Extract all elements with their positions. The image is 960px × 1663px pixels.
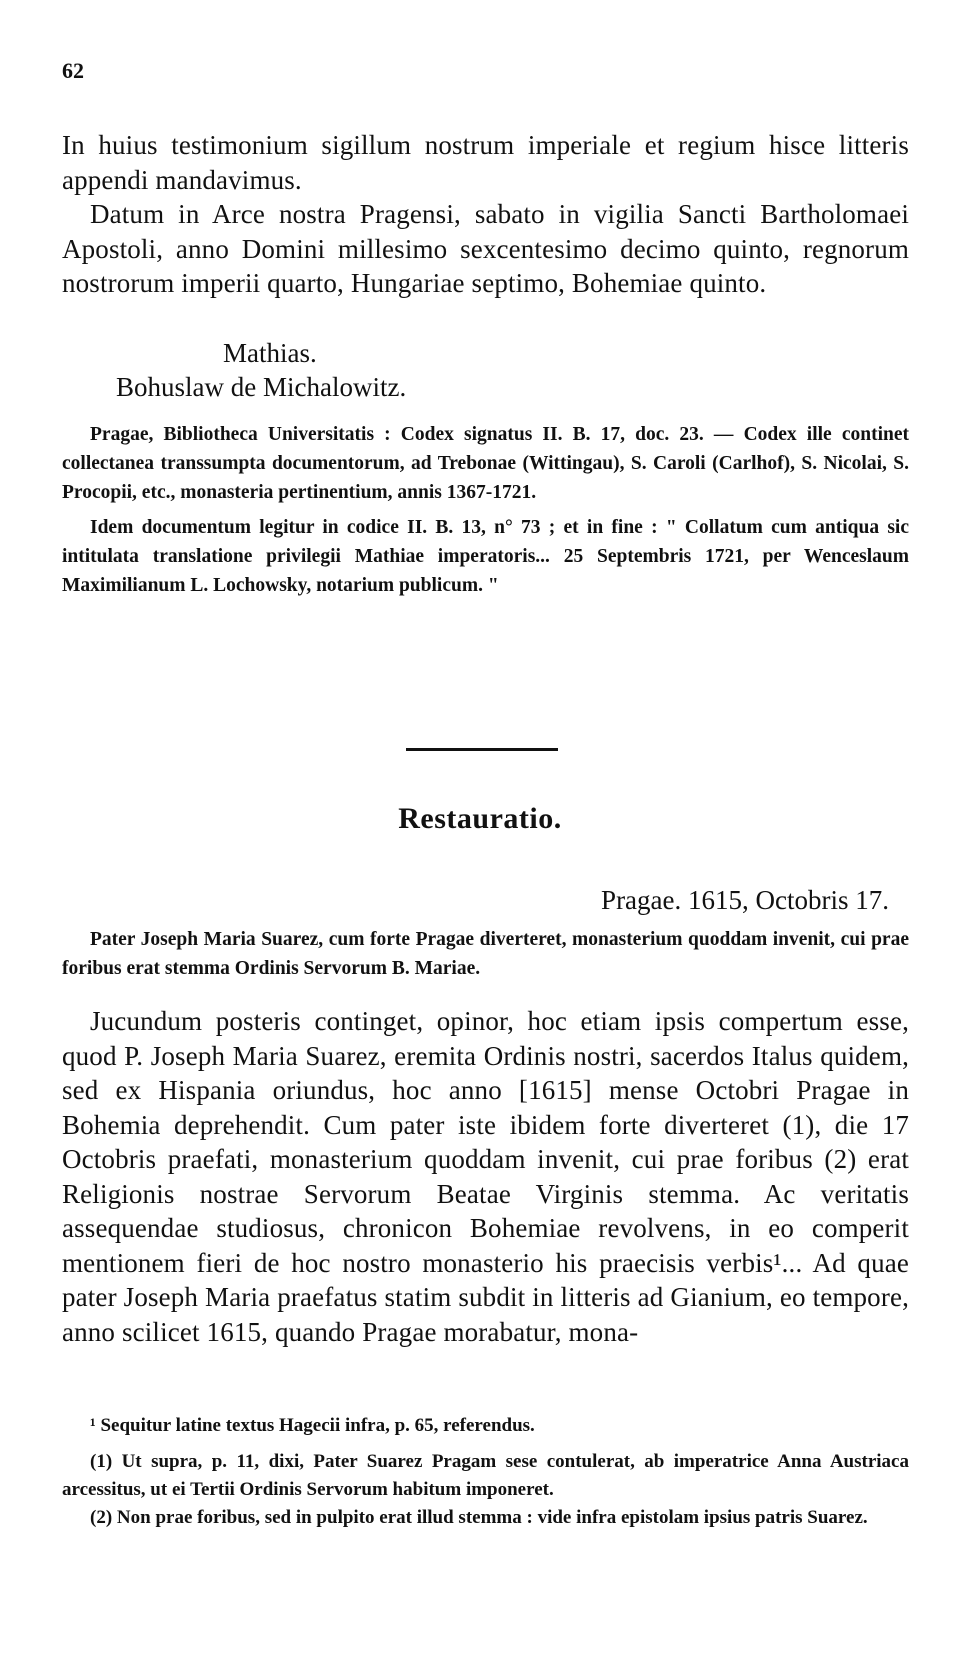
source-note-paragraph-1: Pragae, Bibliotheca Universitatis : Codex signatus II. B. 17, doc. 23. — Codex ille continet collectanea transsumpta documentorum, ad Trebonae (Wittingau), S. Caroli (Carlhof), S. Nicolai, S. Procopii, etc., monasteria pertinentium, annis 1367-1721.: [62, 424, 909, 503]
source-note: [62, 420, 909, 600]
testimonium-block: [62, 128, 909, 301]
footnote-1: (1) Ut supra, p. 11, dixi, Pater Suarez Pragam sese contulerat, ab imperatrice Anna Austriaca arcessitus, ut ei Tertii Ordinis Servorum habitum imponeret.: [62, 1451, 909, 1500]
dateline: Pragae. 1615, Octobris 17.: [601, 885, 889, 915]
signature-mathias: Mathias.: [223, 338, 317, 368]
footnotes: [62, 1412, 909, 1532]
summary-paragraph: Pater Joseph Maria Suarez, cum forte Pragae diverteret, monasterium quoddam invenit, cui prae foribus erat stemma Ordinis Servorum B. Mariae.: [62, 929, 909, 979]
signature-bohuslaw: Bohuslaw de Michalowitz.: [116, 372, 407, 402]
main-text: [62, 1004, 909, 1349]
testimonium-paragraph: In huius testimonium sigillum nostrum imperiale et regium hisce litteris appendi mandavimus.: [62, 130, 909, 195]
summary: [62, 925, 909, 983]
footnote-2: (2) Non prae foribus, sed in pulpito erat illud stemma : vide infra epistolam ipsius patris Suarez.: [90, 1507, 868, 1528]
main-paragraph: Jucundum posteris continget, opinor, hoc etiam ipsis compertum esse, quod P. Joseph Maria Suarez, eremita Ordinis nostri, sacerdos Italus quidem, sed ex Hispania oriundus, hoc anno [1615] mense Octobri Pragae in Bohemia deprehendit. Cum pater iste ibidem forte diverteret (1), die 17 Octobris praefati, monasterium quoddam invenit, cui prae foribus (2) erat Religionis nostrae Servorum Beatae Virginis stemma. Ac veritatis assequendae studiosus, chronicon Bohemiae revolvens, in eo comperit mentionem fieri de hoc nostro monasterio his praecisis verbis¹... Ad quae pater Joseph Maria praefatus statim subdit in litteris ad Gianium, eo tempore, anno scilicet 1615, quando Pragae morabatur, mona-: [62, 1006, 909, 1347]
section-divider: [406, 748, 558, 751]
page-number: 62: [62, 58, 84, 83]
footnote-star: ¹ Sequitur latine textus Hagecii infra, p. 65, referendus.: [90, 1415, 535, 1436]
section-title: Restauratio.: [398, 802, 562, 835]
source-note-paragraph-2: Idem documentum legitur in codice II. B. 13, n° 73 ; et in fine : " Collatum cum antiqua sic intitulata translatione privilegii Mathiae imperatoris... 25 Septembris 1721, per Wenceslaum Maximilianum L. Lochowsky, notarium publicum. ": [62, 517, 909, 596]
datum-paragraph: Datum in Arce nostra Pragensi, sabato in vigilia Sancti Bartholomaei Apostoli, anno Domini millesimo sexcentesimo decimo quinto, regnorum nostrorum imperii quarto, Hungariae septimo, Bohemiae quinto.: [62, 199, 909, 298]
